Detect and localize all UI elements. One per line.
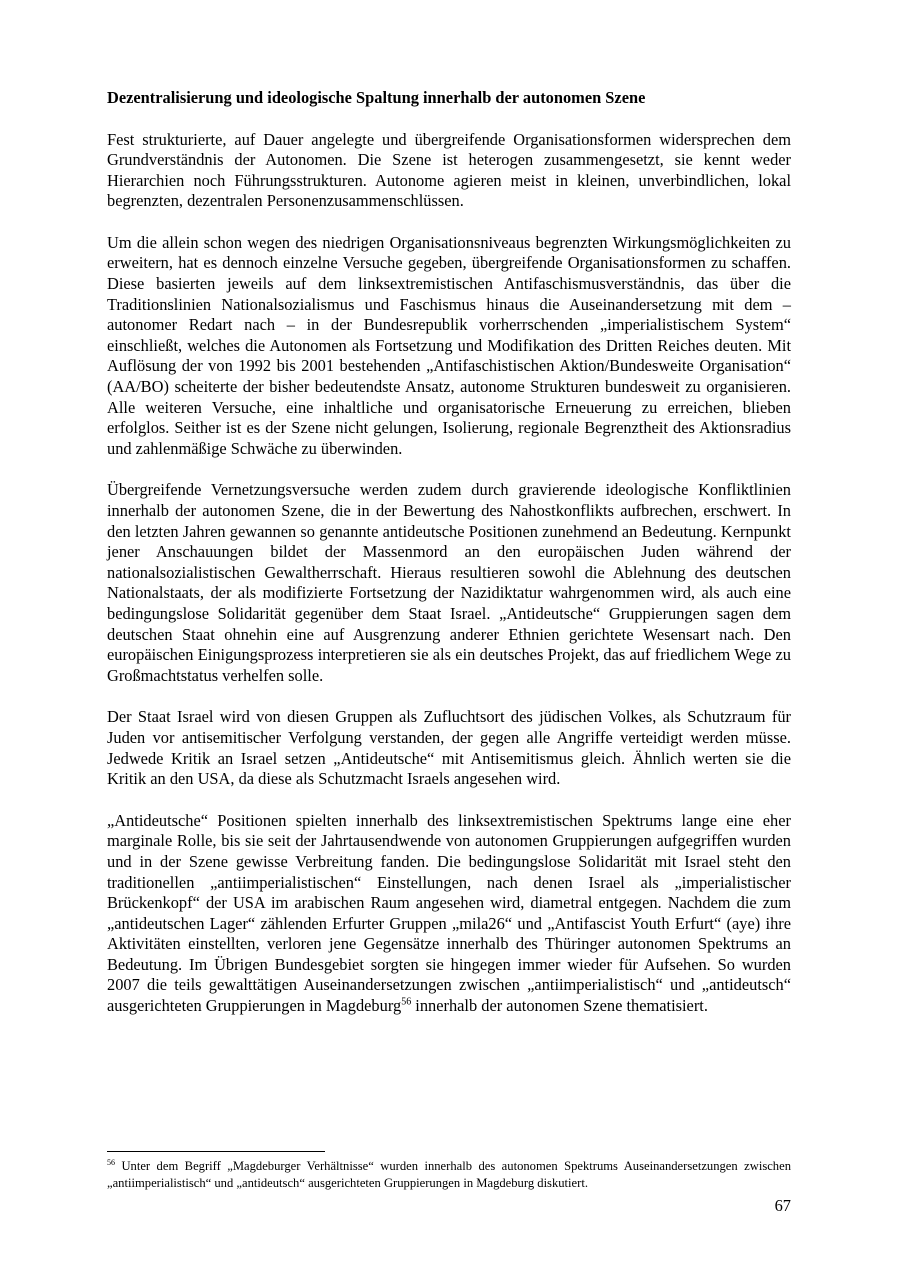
paragraph-5-tail: innerhalb der autonomen Szene thematisiert. (411, 996, 708, 1016)
paragraph-3: Übergreifende Vernetzungsversuche werden zudem durch gravierende ideologische Konfliktlinien innerhalb der autonomen Szene, die in der Bewertung des Nahostkonflikts aufbrechen, erschwert. In den letzten Jahren gewannen so genannte antideutsche Positionen zunehmend an Bedeutung. Kernpunkt jener Anschauungen bildet der Massenmord an den europäischen Juden während der nationalsozialistischen Gewaltherrschaft. Hieraus resultieren sowohl die Ablehnung des deutschen Nationalstaats, der als modifizierte Fortsetzung der Nazidiktatur wahrgenommen wird, als auch eine bedingungslose Solidarität gegenüber dem Staat Israel. „Antideutsche“ Gruppierungen sagen dem deutschen Staat ohnehin eine auf Ausgrenzung anderer Ethnien gerichtete Wesensart nach. Den europäischen Einigungsprozess interpretieren sie als ein deutsches Projekt, das auf friedlichem Wege zu Großmachtstatus verhelfen solle. (107, 480, 791, 685)
paragraph-5-text: „Antideutsche“ Positionen spielten innerhalb des linksextremistischen Spektrums lange eine eher marginale Rolle, bis sie seit der Jahrtausendwende von autonomen Gruppierungen aufgegriffen wurden und in der Szene gewisse Verbreitung fanden. Die bedingungslose Solidarität mit Israel steht den traditionellen „antiimperialistischen“ Einstellungen, nach denen Israel als „imperialistischer Brückenkopf“ der USA im arabischen Raum angesehen wird, diametral entgegen. Nachdem die zum „antideutschen Lager“ zählenden Erfurter Gruppen „mila26“ und „Antifascist Youth Erfurt“ (aye) ihre Aktivitäten einstellten, verloren jene Gegensätze innerhalb des Thüringer autonomen Spektrums an Bedeutung. Im Übrigen Bundesgebiet sorgten sie hingegen immer wieder für Aufsehen. So wurden 2007 die teils gewalttätigen Auseinandersetzungen zwischen „antiimperialistisch“ und „antideutsch“ ausgerichteten Gruppierungen in Magdeburg (107, 810, 791, 1016)
footnote-reference[interactable]: 56 (401, 996, 412, 1008)
footnote (107, 1158, 791, 1192)
footnote-marker: 56 (107, 1157, 115, 1167)
paragraph-1: Fest strukturierte, auf Dauer angelegte und übergreifende Organisationsformen widersprechen dem Grundverständnis der Autonomen. Die Szene ist heterogen zusammengesetzt, sie kennt weder Hierarchien noch Führungsstrukturen. Autonome agieren meist in kleinen, unverbindlichen, lokal begrenzten, dezentralen Personenzusammenschlüssen. (107, 129, 791, 211)
paragraph-2: Um die allein schon wegen des niedrigen Organisationsniveaus begrenzten Wirkungsmöglichkeiten zu erweitern, hat es dennoch einzelne Versuche gegeben, übergreifende Organisationsformen zu schaffen. Diese basierten jeweils auf dem linksextremistischen Antifaschismusverständnis, das über die Traditionslinien Nationalsozialismus und Faschismus hinaus die Auseinandersetzung mit dem – autonomer Redart nach – in der Bundesrepublik vorherrschenden „imperialistischem System“ einschließt, welches die Autonomen als Fortsetzung und Modifikation des Dritten Reiches deuten. Mit Auflösung der von 1992 bis 2001 bestehenden „Antifaschistischen Aktion/Bundesweite Organisation“ (AA/BO) scheiterte der bisher bedeutendste Ansatz, autonome Strukturen bundesweit zu organisieren. Alle weiteren Versuche, eine inhaltliche und organisatorische Erneuerung zu erreichen, blieben erfolglos. Seither ist es der Szene nicht gelungen, Isolierung, regionale Begrenztheit des Aktionsradius und zahlenmäßige Schwäche zu überwinden. (107, 232, 791, 458)
paragraph-5 (107, 811, 791, 1017)
footnote-separator (107, 1151, 325, 1152)
paragraph-4: Der Staat Israel wird von diesen Gruppen als Zufluchtsort des jüdischen Volkes, als Schutzraum für Juden vor antisemitischer Verfolgung verstanden, der gegen alle Angriffe verteidigt werden müsse. Jedwede Kritik an Israel setzen „Antideutsche“ mit Antisemitismus gleich. Ähnlich werten sie die Kritik an den USA, da diese als Schutzmacht Israels angesehen wird. (107, 707, 791, 789)
document-body (107, 88, 791, 1038)
footnote-text: Unter dem Begriff „Magdeburger Verhältnisse“ wurden innerhalb des autonomen Spektrums Auseinandersetzungen zwischen „antiimperialistisch“ und „antideutsch“ ausgerichteten Gruppierungen in Magdeburg diskutiert. (107, 1159, 791, 1190)
page-number: 67 (774, 1196, 791, 1215)
section-heading: Dezentralisierung und ideologische Spaltung innerhalb der autonomen Szene (107, 88, 646, 107)
